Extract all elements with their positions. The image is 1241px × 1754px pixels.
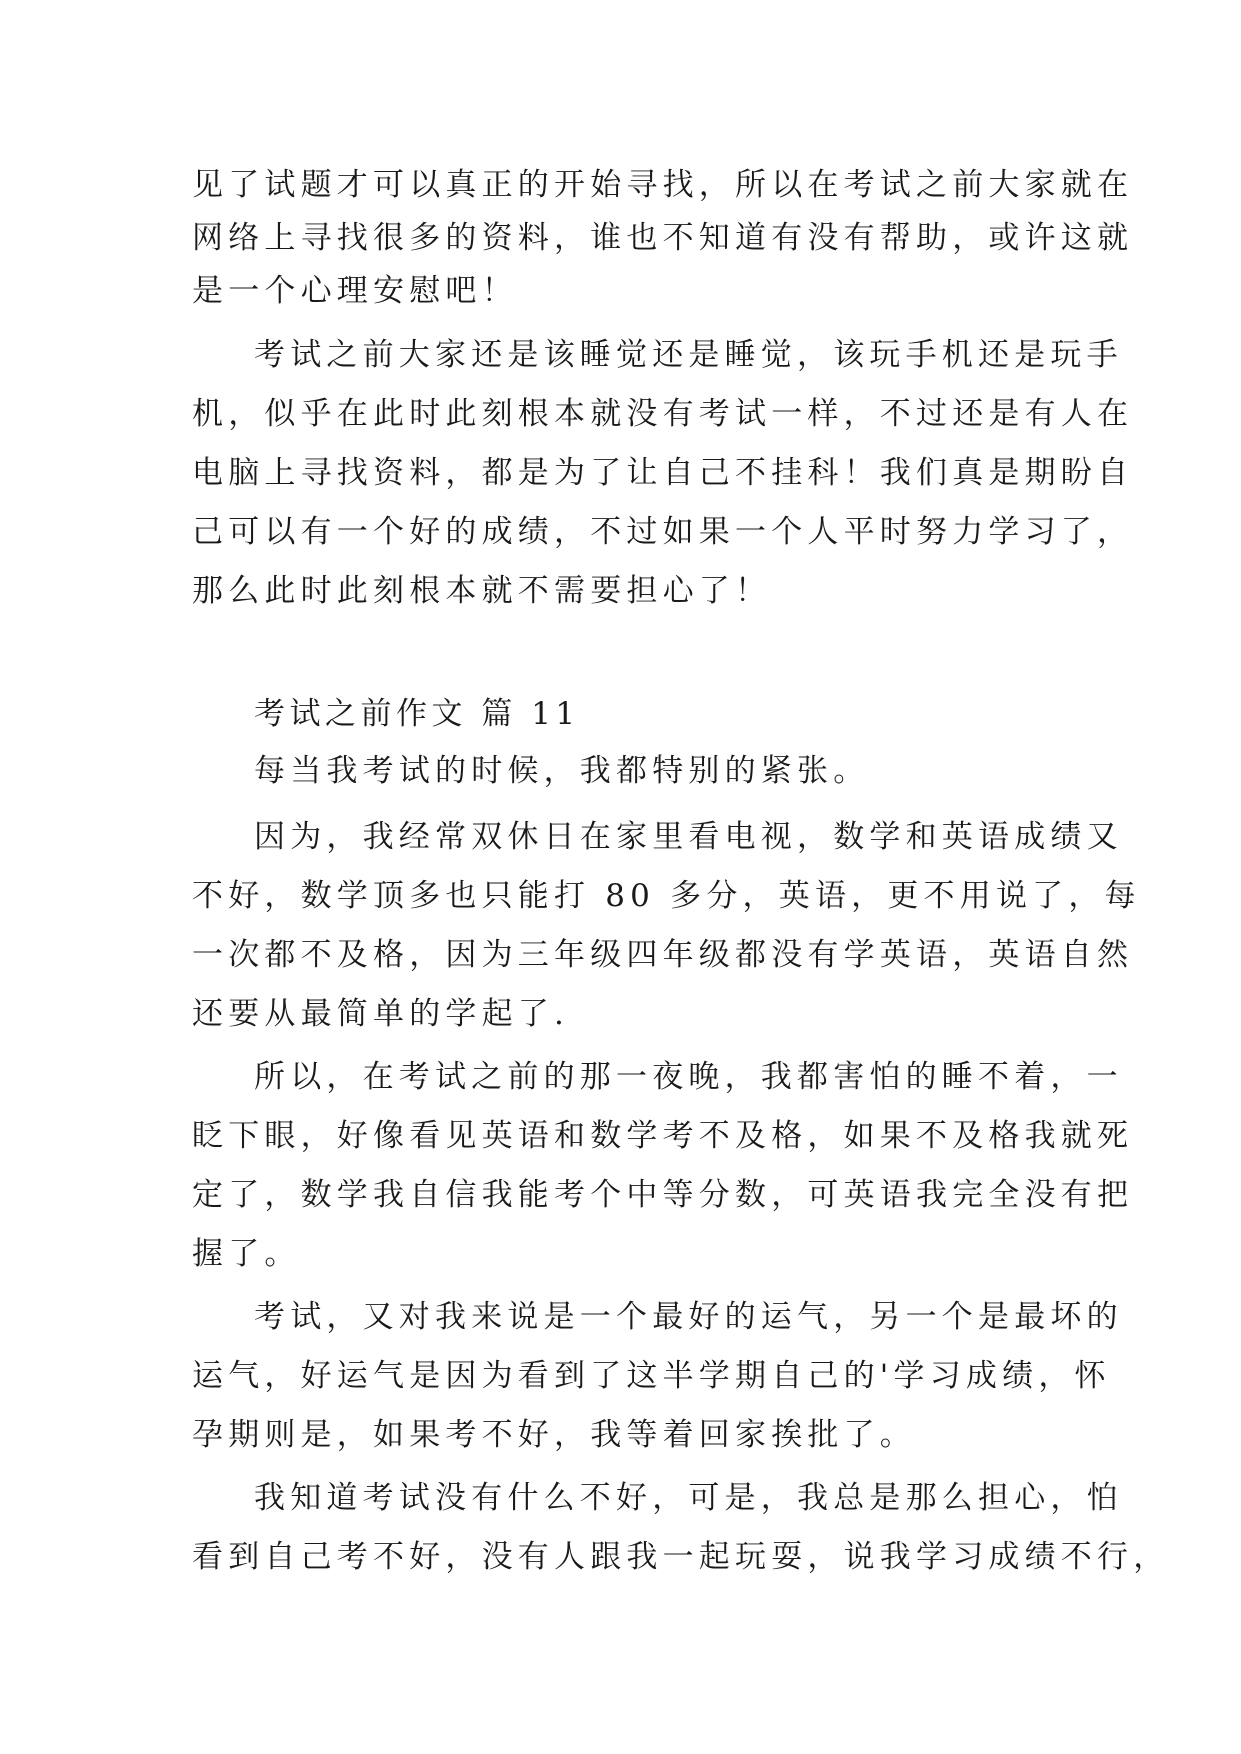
paragraph-line: 孕期则是，如果考不好，我等着回家挨批了。	[192, 1417, 916, 1453]
paragraph-line: 眨下眼，好像看见英语和数学考不及格，如果不及格我就死	[192, 1118, 1134, 1154]
paragraph-line: 因为，我经常双休日在家里看电视，数学和英语成绩又	[254, 819, 1123, 855]
paragraph-line: 是一个心理安慰吧！	[192, 273, 518, 309]
paragraph-line: 一次都不及格，因为三年级四年级都没有学英语，英语自然	[192, 937, 1134, 973]
section-heading: 考试之前作文 篇 11	[254, 696, 580, 732]
paragraph-line: 见了试题才可以真正的开始寻找，所以在考试之前大家就在	[192, 167, 1134, 203]
paragraph-line: 己可以有一个好的成绩，不过如果一个人平时努力学习了，	[192, 514, 1134, 550]
paragraph-line: 考试之前大家还是该睡觉还是睡觉，该玩手机还是玩手	[254, 337, 1123, 373]
paragraph-line: 所以，在考试之前的那一夜晚，我都害怕的睡不着，一	[254, 1059, 1123, 1095]
paragraph-line: 每当我考试的时候，我都特别的紧张。	[254, 753, 870, 789]
paragraph-line: 还要从最简单的学起了.	[192, 996, 570, 1032]
paragraph-line: 不好，数学顶多也只能打 80 多分，英语，更不用说了，每	[192, 878, 1141, 914]
paragraph-line: 网络上寻找很多的资料，谁也不知道有没有帮助，或许这就	[192, 220, 1134, 256]
paragraph-line: 运气，好运气是因为看到了这半学期自己的'学习成绩，怀	[192, 1358, 1111, 1394]
paragraph-line: 那么此时此刻根本就不需要担心了！	[192, 573, 772, 609]
paragraph-line: 握了。	[192, 1236, 301, 1272]
paragraph-line: 看到自己考不好，没有人跟我一起玩耍，说我学习成绩不行，	[192, 1539, 1170, 1575]
paragraph-line: 机，似乎在此时此刻根本就没有考试一样，不过还是有人在	[192, 396, 1134, 432]
paragraph-line: 考试，又对我来说是一个最好的运气，另一个是最坏的	[254, 1299, 1123, 1335]
paragraph-line: 定了，数学我自信我能考个中等分数，可英语我完全没有把	[192, 1177, 1134, 1213]
paragraph-line: 我知道考试没有什么不好，可是，我总是那么担心，怕	[254, 1480, 1123, 1516]
paragraph-line: 电脑上寻找资料，都是为了让自己不挂科！我们真是期盼自	[192, 455, 1134, 491]
